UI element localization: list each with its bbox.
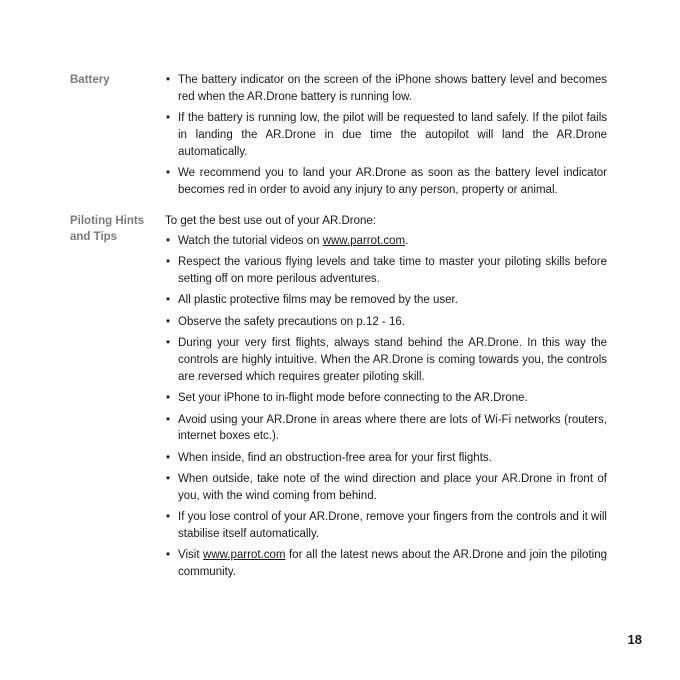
list-item: • Avoid using your AR.Drone in areas where there are lots of Wi-Fi networks (routers, internet boxes etc.). bbox=[165, 412, 607, 446]
list-item: • If you lose control of your AR.Drone, remove your fingers from the controls and it will stabilise itself automatically. bbox=[165, 509, 607, 543]
battery-list bbox=[165, 72, 607, 199]
list-item: • The battery indicator on the screen of the iPhone shows battery level and becomes red when the AR.Drone battery is running low. bbox=[165, 72, 607, 106]
list-item: • During your very first flights, always stand behind the AR.Drone. In this way the controls are highly intuitive. When the AR.Drone is coming towards you, the controls are reversed which requires greater piloting skill. bbox=[165, 335, 607, 385]
list-item-text: Visit bbox=[178, 549, 204, 562]
page-number: 18 bbox=[627, 632, 642, 647]
list-item: • If the battery is running low, the pilot will be requested to land safely. If the pilot fails in landing the AR.Drone in due time the autopilot will land the AR.Drone automatically. bbox=[165, 110, 607, 160]
list-item-text: Watch the tutorial videos on bbox=[178, 234, 323, 247]
list-item: • We recommend you to land your AR.Drone as soon as the battery level indicator becomes red in order to avoid any injury to any person, property or animal. bbox=[165, 165, 607, 199]
list-item-text: for all the latest news about the AR.Drone and join the piloting community. bbox=[178, 549, 607, 579]
battery-content bbox=[165, 72, 607, 203]
parrot-link[interactable]: www.parrot.com bbox=[203, 549, 286, 562]
battery-heading: Battery bbox=[70, 74, 110, 86]
list-item: • All plastic protective films may be removed by the user. bbox=[165, 292, 607, 309]
list-item: • Observe the safety precautions on p.12 - 16. bbox=[165, 314, 607, 331]
list-item-visit bbox=[165, 547, 607, 581]
list-item: • When inside, find an obstruction-free area for your first flights. bbox=[165, 450, 607, 467]
list-item: • Respect the various flying levels and take time to master your piloting skills before setting off on more perilous adventures. bbox=[165, 254, 607, 288]
parrot-link[interactable]: www.parrot.com bbox=[322, 234, 406, 247]
piloting-content bbox=[165, 213, 607, 586]
list-item-text: . bbox=[405, 234, 409, 247]
piloting-intro: To get the best use out of your AR.Drone: bbox=[165, 215, 376, 227]
piloting-heading: Piloting Hints and Tips bbox=[70, 215, 145, 243]
list-item: • When outside, take note of the wind direction and place your AR.Drone in front of you, with the wind coming from behind. bbox=[165, 471, 607, 505]
list-item-tutorial bbox=[165, 233, 607, 250]
piloting-list bbox=[165, 233, 607, 581]
list-item: • Set your iPhone to in-flight mode before connecting to the AR.Drone. bbox=[165, 390, 607, 407]
